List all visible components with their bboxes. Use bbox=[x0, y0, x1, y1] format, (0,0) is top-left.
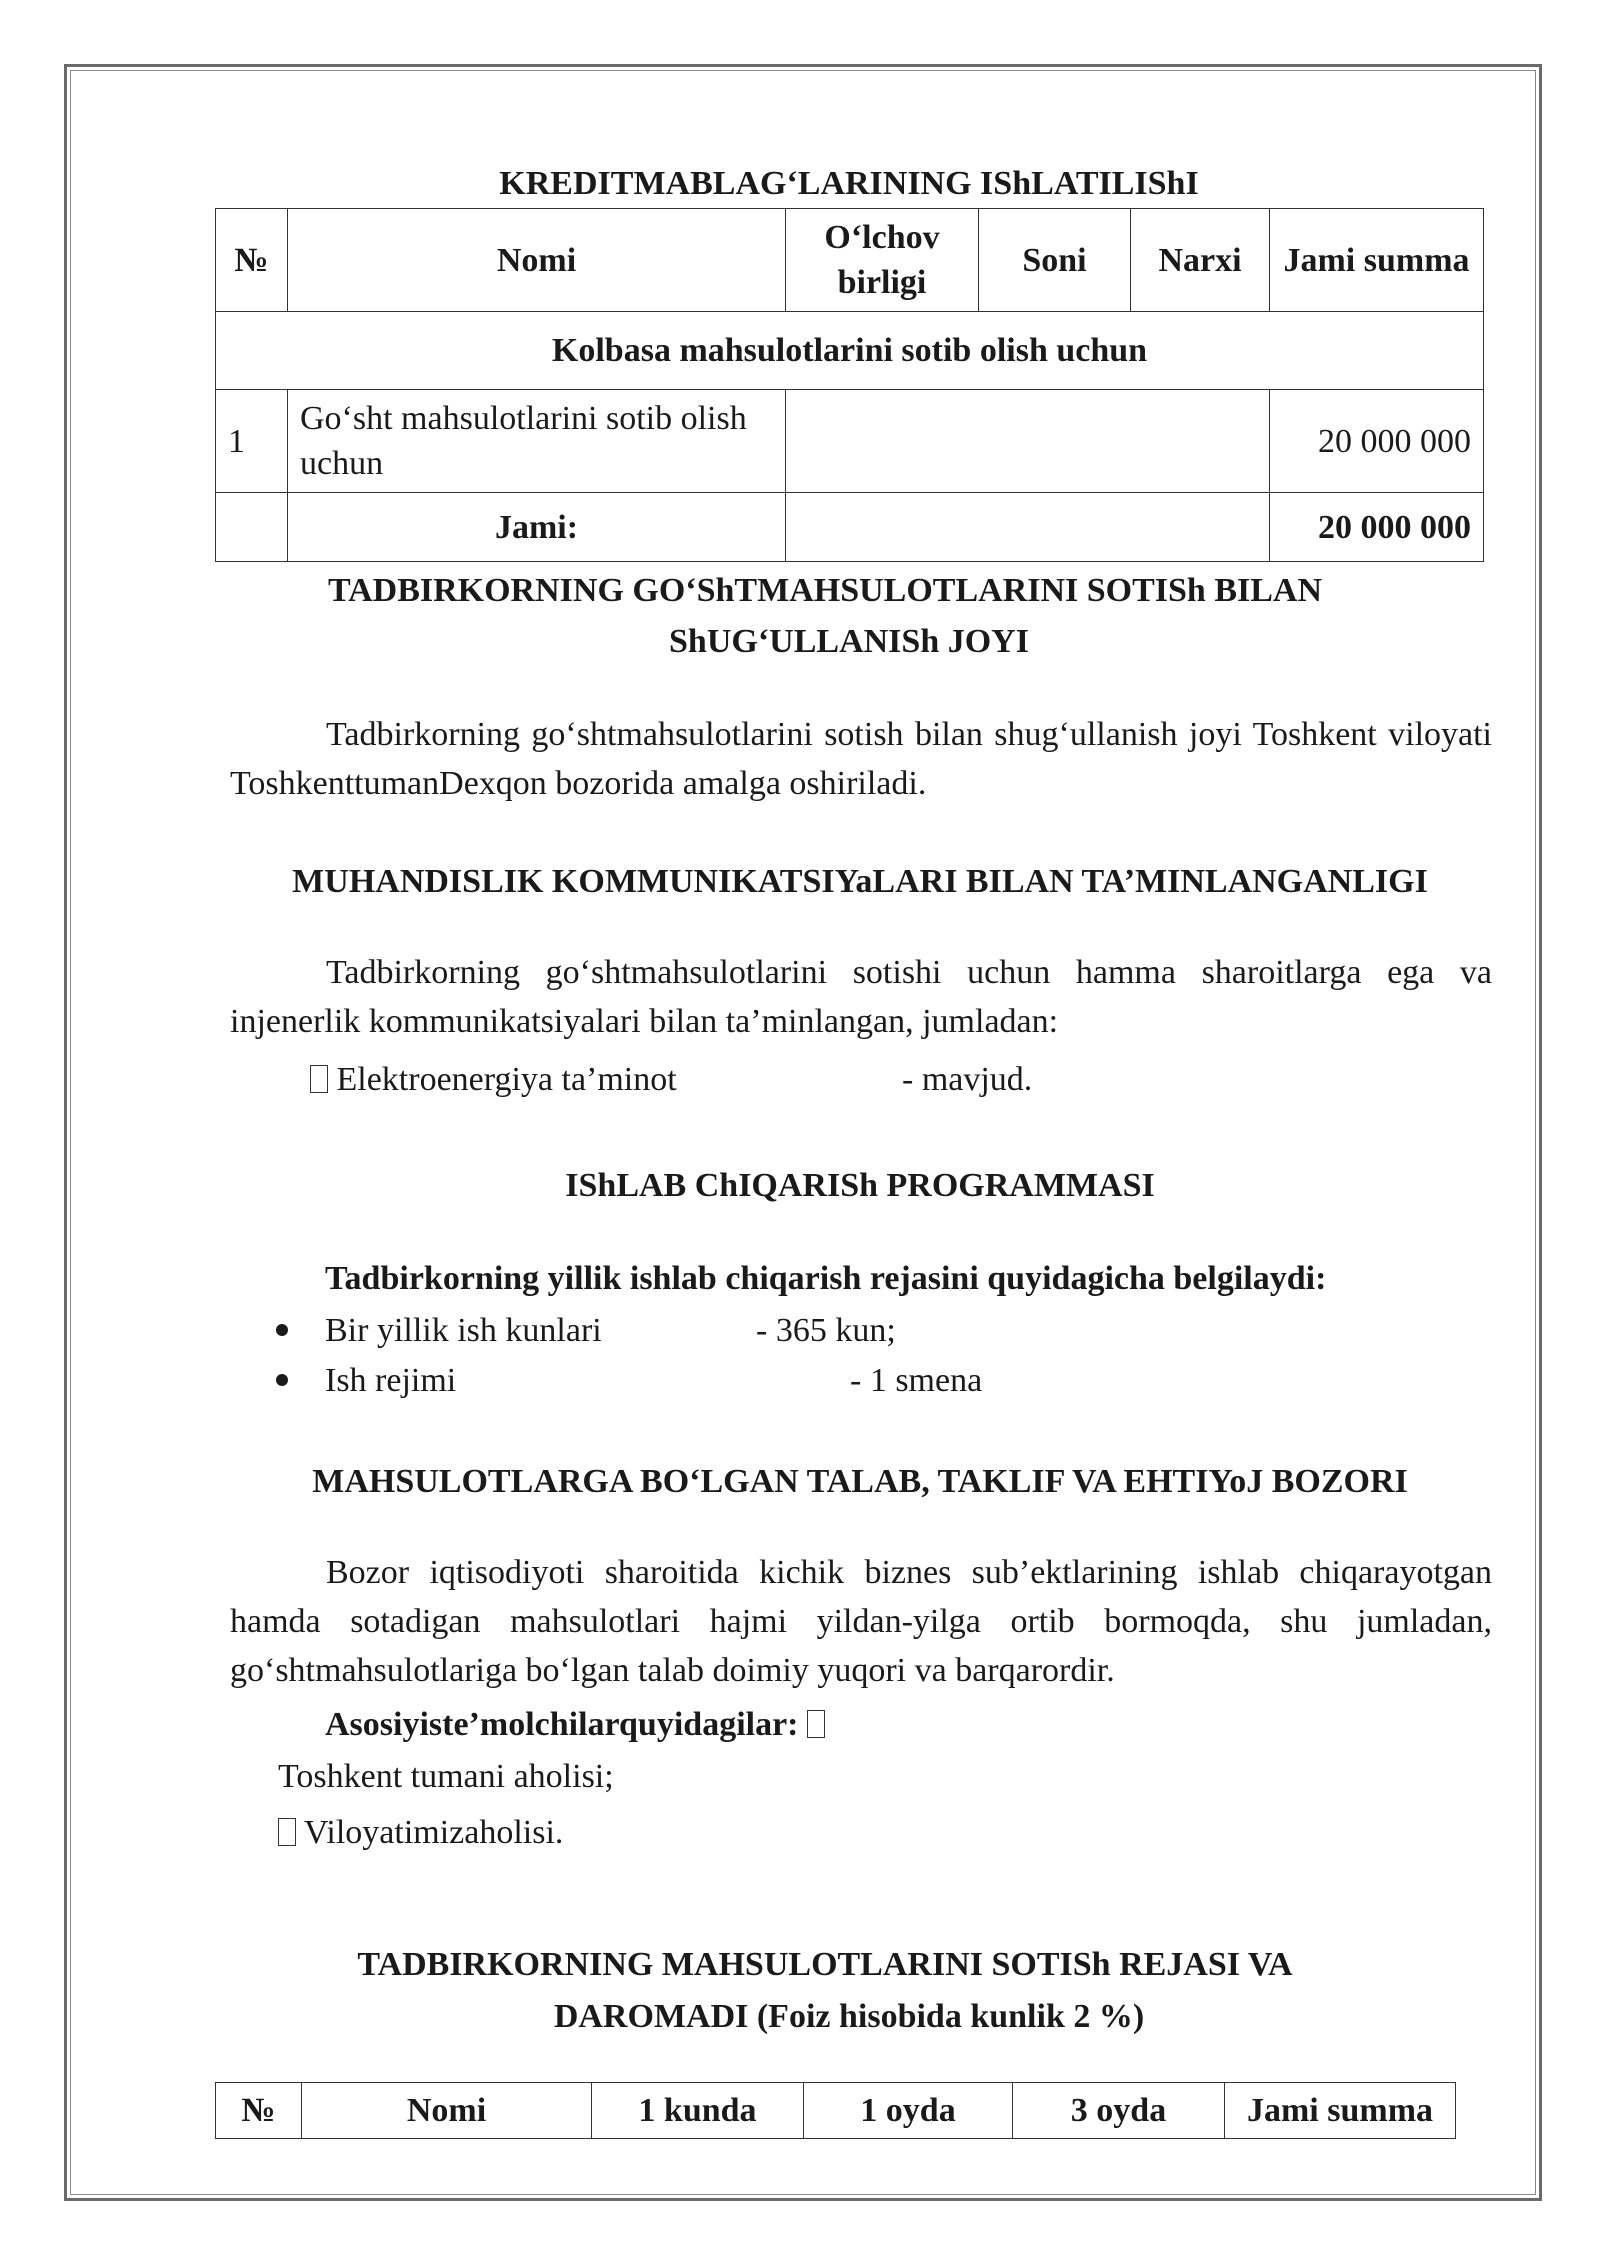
sales-header-month: 1 oyda bbox=[804, 2083, 1013, 2139]
work-mode-value: - 1 smena bbox=[850, 1362, 983, 1399]
credit-section-title: KREDITMABLAG‘LARINING IShLATILIShI bbox=[499, 165, 1199, 202]
production-lead: Tadbirkorning yillik ishlab chiqarish rejasini quyidagicha belgilaydi: bbox=[325, 1260, 1327, 1297]
total-empty-cells bbox=[786, 493, 1270, 562]
work-days-label: Bir yillik ish kunlari bbox=[325, 1312, 602, 1349]
header-quantity: Soni bbox=[979, 209, 1131, 312]
consumer-item-2-label: Viloyatimizaholisi. bbox=[303, 1814, 564, 1851]
credit-table-header-row bbox=[216, 209, 1484, 312]
consumer-item-2 bbox=[278, 1808, 563, 1857]
sales-title-line1: TADBIRKORNING MAHSULOTLARINI SOTISh REJASI VA bbox=[357, 1946, 1293, 1983]
production-title: IShLAB ChIQARISh PROGRAMMASI bbox=[565, 1167, 1155, 1204]
credit-table-group-row bbox=[216, 312, 1484, 390]
checkbox-icon bbox=[807, 1710, 825, 1738]
row-empty-cells bbox=[786, 390, 1270, 493]
credit-table-total-row bbox=[216, 493, 1484, 562]
work-mode-label: Ish rejimi bbox=[325, 1362, 457, 1399]
header-total: Jami summa bbox=[1270, 209, 1484, 312]
sales-title-line2: DAROMADI (Foiz hisobida kunlik 2 %) bbox=[553, 1998, 1145, 2035]
list-item bbox=[276, 1306, 288, 1355]
header-unit: O‘lchov birligi bbox=[786, 209, 979, 312]
consumer-item-1: Toshkent tumani aholisi; bbox=[278, 1758, 614, 1795]
engineering-title: MUHANDISLIK KOMMUNIKATSIYaLARI BILAN TA’MINLANGANLIGI bbox=[292, 863, 1428, 900]
header-name: Nomi bbox=[288, 209, 786, 312]
sales-table-header-row bbox=[216, 2083, 1456, 2139]
market-title: MAHSULOTLARGA BO‘LGAN TALAB, TAKLIF VA EHTIYoJ BOZORI bbox=[312, 1463, 1408, 1500]
total-value: 20 000 000 bbox=[1270, 493, 1484, 562]
total-empty-cell bbox=[216, 493, 288, 562]
table-row bbox=[216, 390, 1484, 493]
row-number: 1 bbox=[216, 390, 288, 493]
consumers-line bbox=[325, 1700, 825, 1749]
bullet-icon bbox=[276, 1324, 288, 1336]
sales-header-number: № bbox=[216, 2083, 302, 2139]
header-number: № bbox=[216, 209, 288, 312]
work-days-value: - 365 kun; bbox=[756, 1312, 896, 1349]
electricity-value: - mavjud. bbox=[902, 1061, 1033, 1098]
header-price: Narxi bbox=[1131, 209, 1270, 312]
location-paragraph: Tadbirkorning go‘shtmahsulotlarini sotish bilan shug‘ullanish joyi Toshkent viloyati ToshkenttumanDexqon bozorida amalga oshiriladi. bbox=[230, 716, 1492, 802]
location-title-line1: TADBIRKORNING GO‘ShTMAHSULOTLARINI SOTISh BILAN bbox=[327, 572, 1323, 609]
list-item bbox=[276, 1356, 288, 1405]
bullet-icon bbox=[276, 1374, 288, 1386]
group-label: Kolbasa mahsulotlarini sotib olish uchun bbox=[216, 312, 1484, 390]
electricity-item bbox=[310, 1055, 677, 1104]
sales-header-total: Jami summa bbox=[1225, 2083, 1456, 2139]
sales-header-day: 1 kunda bbox=[592, 2083, 804, 2139]
engineering-paragraph: Tadbirkorning go‘shtmahsulotlarini sotishi uchun hamma sharoitlarga ega va injenerlik kommunikatsiyalari bilan ta’minlangan, jumladan: bbox=[230, 954, 1492, 1040]
market-paragraph: Bozor iqtisodiyoti sharoitida kichik biznes sub’ektlarining ishlab chiqarayotgan hamda sotadigan mahsulotlari hajmi yildan-yilga ortib bormoqda, shu jumladan, go‘shtmahsulotlariga bo‘lgan talab doimiy yuqori va barqarordir. bbox=[230, 1554, 1492, 1689]
sales-plan-table bbox=[215, 2082, 1456, 2139]
sales-header-name: Nomi bbox=[302, 2083, 592, 2139]
consumers-label: Asosiyiste’molchilarquyidagilar: bbox=[325, 1706, 799, 1743]
checkbox-icon bbox=[278, 1818, 296, 1846]
electricity-label: Elektroenergiya ta’minot bbox=[336, 1061, 677, 1098]
location-title-line2: ShUG‘ULLANISh JOYI bbox=[669, 623, 1029, 660]
checkbox-icon bbox=[310, 1065, 328, 1093]
sales-header-three-months: 3 oyda bbox=[1013, 2083, 1225, 2139]
total-label: Jami: bbox=[288, 493, 786, 562]
row-name: Go‘sht mahsulotlarini sotib olish uchun bbox=[288, 390, 786, 493]
credit-usage-table bbox=[215, 208, 1484, 562]
row-total: 20 000 000 bbox=[1270, 390, 1484, 493]
